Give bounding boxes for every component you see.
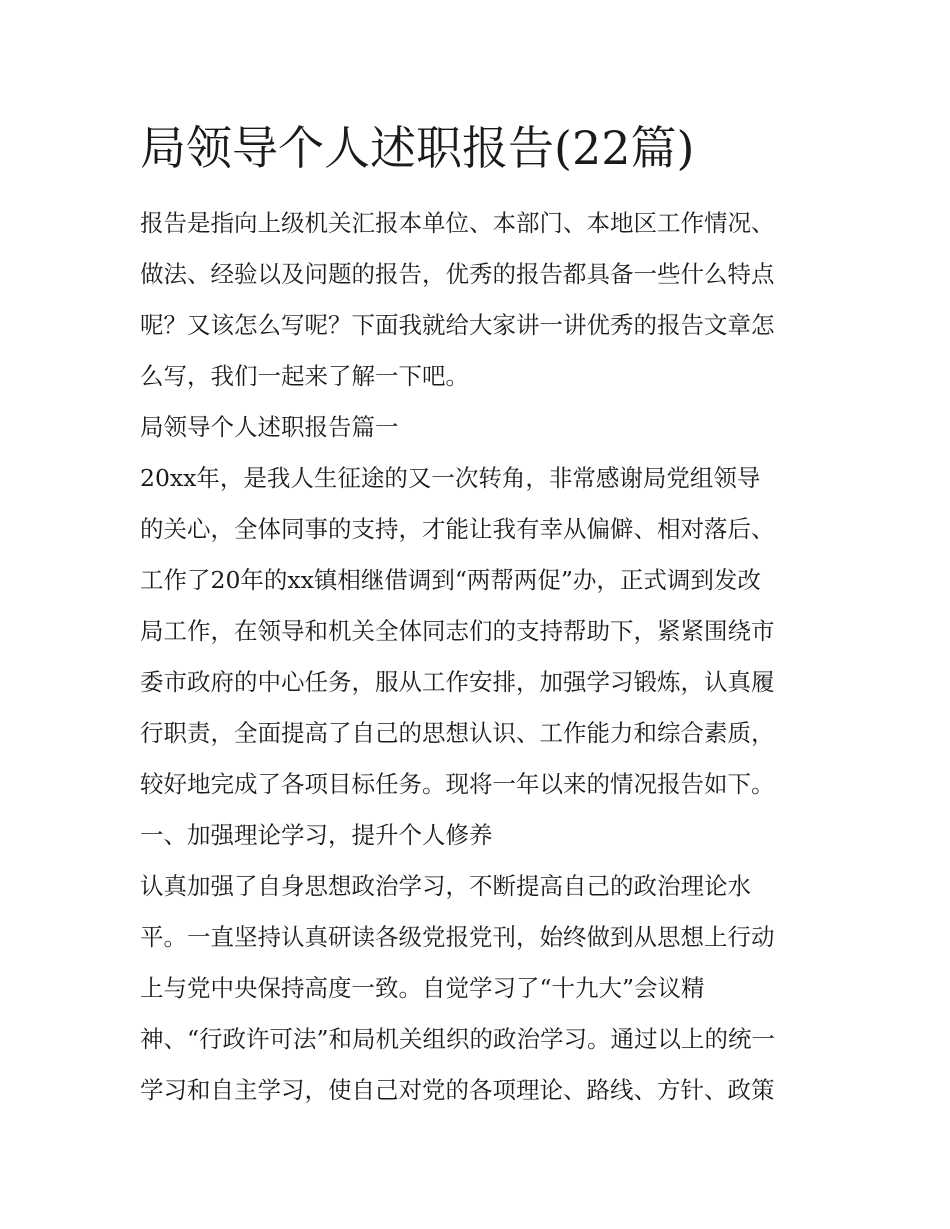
body-line-1: 20xx年，是我人生征途的又一次转角，非常感谢局党组领导 <box>140 464 761 492</box>
subheading-1: 一、加强理论学习，提升个人修养 <box>140 821 493 849</box>
body-line-3: 工作了20年的xx镇相继借调到“两帮两促”办，正式调到发改 <box>140 566 761 594</box>
body-line-5: 委市政府的中心任务，服从工作安排，加强学习锻炼，认真履 <box>140 668 775 696</box>
body-line-4: 局工作，在领导和机关全体同志们的支持帮助下，紧紧围绕市 <box>140 617 775 645</box>
body-line-11: 神、“行政许可法”和局机关组织的政治学习。通过以上的统一 <box>140 1025 776 1053</box>
intro-line-4: 么写，我们一起来了解一下吧。 <box>140 362 469 390</box>
document-page <box>140 118 820 1116</box>
body-line-2: 的关心，全体同事的支持，才能让我有幸从偏僻、相对落后、 <box>140 515 775 543</box>
intro-line-2: 做法、经验以及问题的报告，优秀的报告都具备一些什么特点 <box>140 260 775 288</box>
body-line-9: 平。一直坚持认真研读各级党报党刊，始终做到从思想上行动 <box>140 923 775 951</box>
section-heading-1: 局领导个人述职报告篇一 <box>140 413 399 441</box>
body-line-8: 认真加强了自身思想政治学习，不断提高自己的政治理论水 <box>140 872 751 900</box>
body-line-7: 较好地完成了各项目标任务。现将一年以来的情况报告如下。 <box>140 770 775 798</box>
body-line-12: 学习和自主学习，使自己对党的各项理论、路线、方针、政策 <box>140 1076 775 1104</box>
body-line-6: 行职责，全面提高了自己的思想认识、工作能力和综合素质， <box>140 719 775 747</box>
intro-line-1: 报告是指向上级机关汇报本单位、本部门、本地区工作情况、 <box>140 209 775 237</box>
document-body <box>140 198 820 1116</box>
document-title: 局领导个人述职报告(22篇) <box>140 121 695 175</box>
intro-line-3: 呢？又该怎么写呢？下面我就给大家讲一讲优秀的报告文章怎 <box>140 311 775 339</box>
body-line-10: 上与党中央保持高度一致。自觉学习了“十九大”会议精 <box>140 974 705 1002</box>
